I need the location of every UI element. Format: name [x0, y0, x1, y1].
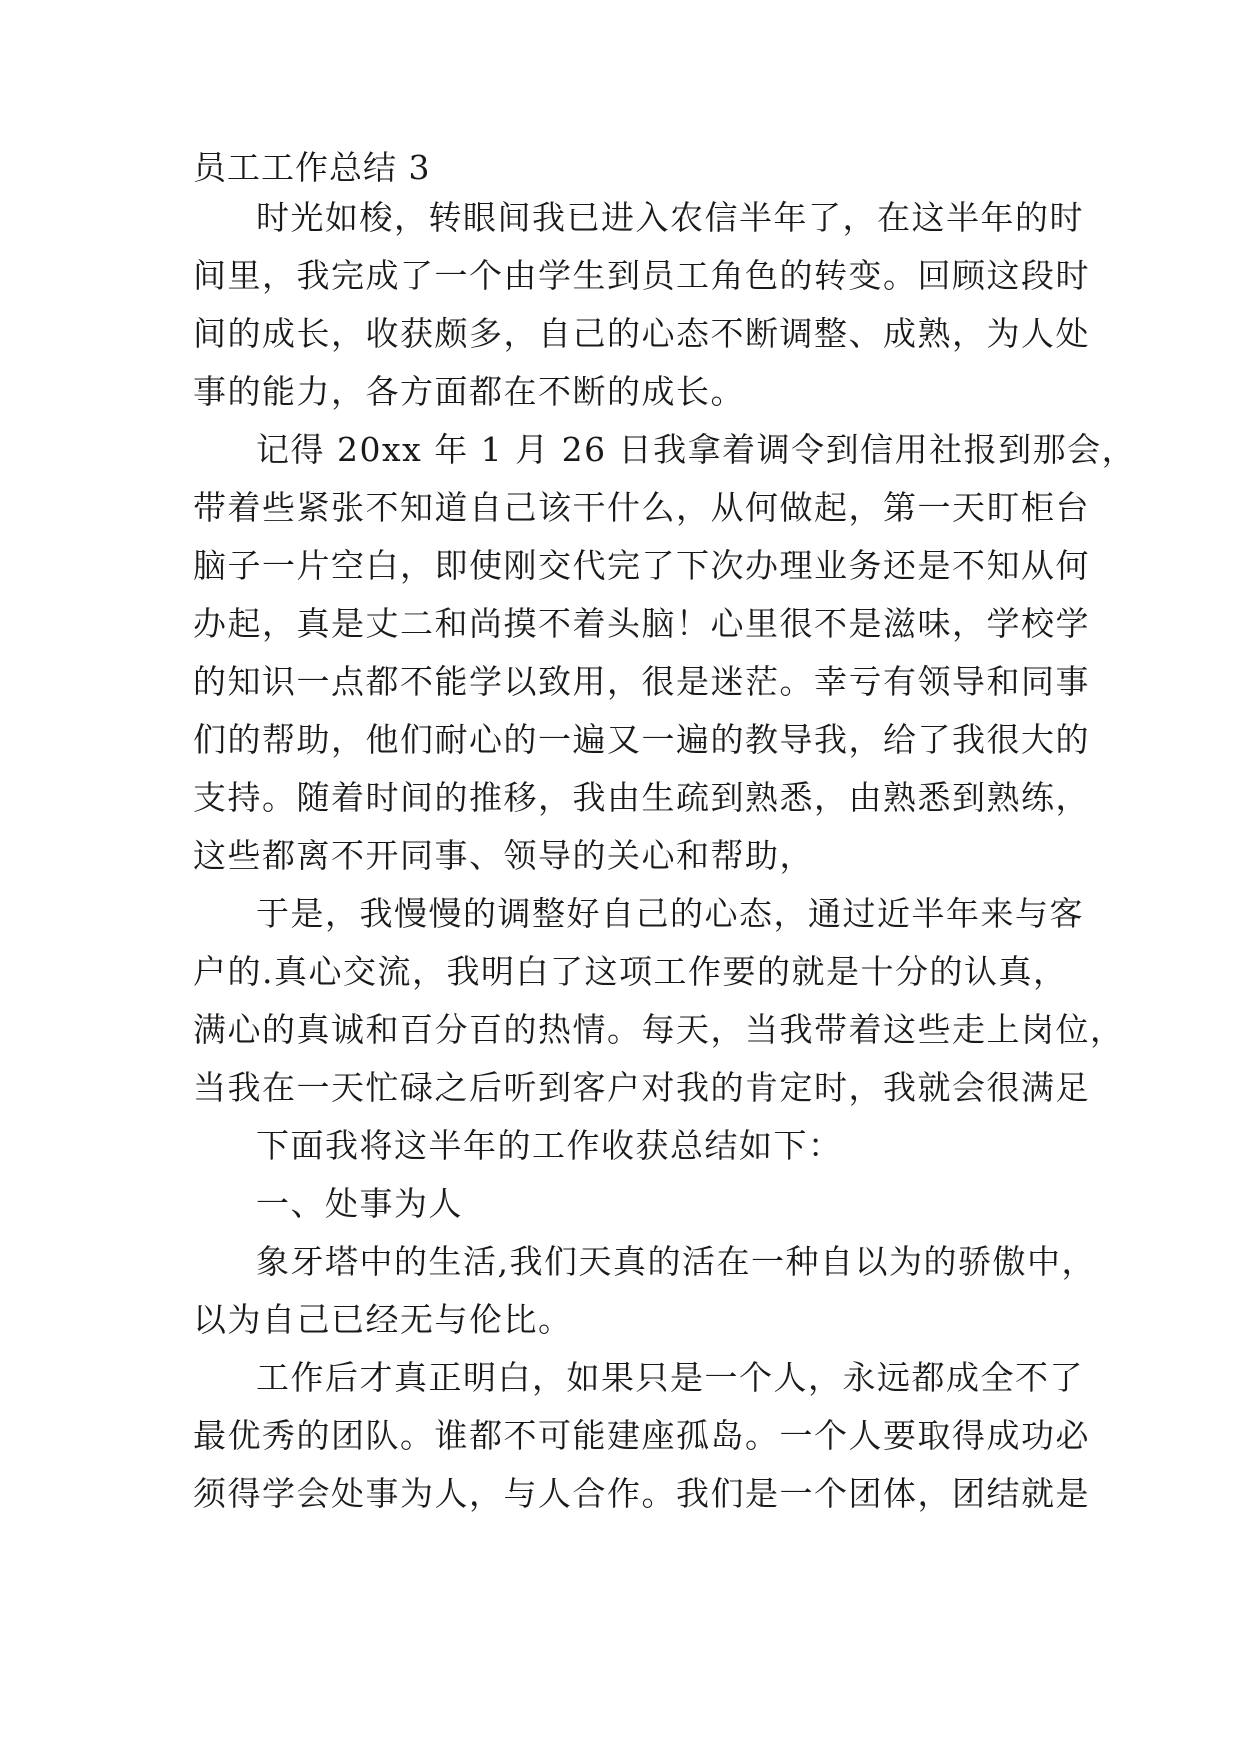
paragraph-line: 脑子一片空白，即使刚交代完了下次办理业务还是不知从何 [193, 546, 1090, 585]
paragraph-line: 事的能力，各方面都在不断的成长。 [193, 372, 745, 411]
paragraph-line: 于是，我慢慢的调整好自己的心态，通过近半年来与客 [256, 894, 1084, 933]
paragraph-line: 象牙塔中的生活,我们天真的活在一种自以为的骄傲中， [256, 1242, 1096, 1281]
document-title: 员工工作总结 3 [193, 148, 431, 187]
section-heading: 一、处事为人 [256, 1184, 463, 1223]
paragraph-line: 支持。随着时间的推移，我由生疏到熟悉，由熟悉到熟练， [193, 778, 1090, 817]
paragraph-line: 间的成长，收获颇多，自己的心态不断调整、成熟，为人处 [193, 314, 1090, 353]
paragraph-line: 带着些紧张不知道自己该干什么，从何做起，第一天盯柜台 [193, 488, 1090, 527]
paragraph-line: 的知识一点都不能学以致用，很是迷茫。幸亏有领导和同事 [193, 662, 1090, 701]
paragraph-line: 这些都离不开同事、领导的关心和帮助， [193, 836, 814, 875]
paragraph-line: 户的.真心交流，我明白了这项工作要的就是十分的认真， [193, 952, 1068, 991]
paragraph-line: 们的帮助，他们耐心的一遍又一遍的教导我，给了我很大的 [193, 720, 1090, 759]
paragraph-line: 时光如梭，转眼间我已进入农信半年了，在这半年的时 [256, 198, 1084, 237]
paragraph-line: 下面我将这半年的工作收获总结如下： [256, 1126, 843, 1165]
paragraph-line: 办起，真是丈二和尚摸不着头脑！心里很不是滋味，学校学 [193, 604, 1090, 643]
paragraph-line: 间里，我完成了一个由学生到员工角色的转变。回顾这段时 [193, 256, 1090, 295]
paragraph-line: 满心的真诚和百分百的热情。每天，当我带着这些走上岗位， [193, 1010, 1125, 1049]
paragraph-line: 工作后才真正明白，如果只是一个人，永远都成全不了 [256, 1358, 1084, 1397]
paragraph-line: 最优秀的团队。谁都不可能建座孤岛。一个人要取得成功必 [193, 1416, 1090, 1455]
paragraph-line: 以为自己已经无与伦比。 [193, 1300, 573, 1339]
paragraph-line: 须得学会处事为人，与人合作。我们是一个团体，团结就是 [193, 1474, 1090, 1513]
paragraph-line: 当我在一天忙碌之后听到客户对我的肯定时，我就会很满足 [193, 1068, 1090, 1107]
paragraph-line: 记得 20xx 年 1 月 26 日我拿着调令到信用社报到那会， [256, 430, 1137, 469]
